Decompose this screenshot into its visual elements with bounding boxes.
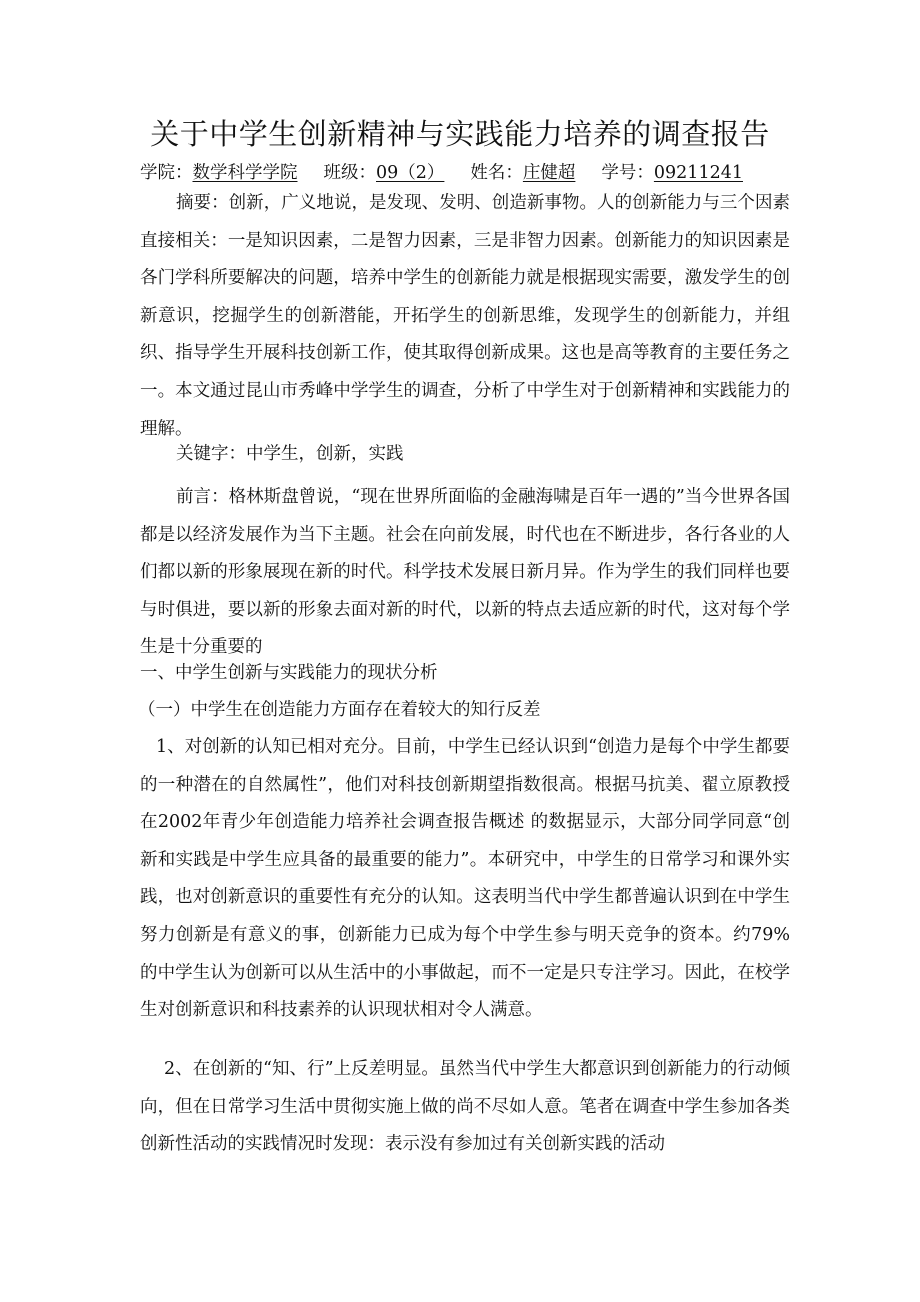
id-label: 学号：: [601, 163, 654, 183]
body-paragraph-2: 2、在创新的“知、行”上反差明显。虽然当代中学生大都意识到创新能力的行动倾向，但在日常学习生活中贯彻实施上做的尚不尽如人意。笔者在调查中学生参加各类创新性活动的实践情况时发现：表示没有参加过有关创新实践的活动: [140, 1059, 790, 1155]
author-info-line: [140, 158, 800, 188]
body-paragraph-1: 1、对创新的认知已相对充分。目前，中学生已经认识到“创造力是每个中学生都要的一种潜在的自然属性”，他们对科技创新期望指数很高。根据马抗美、翟立原教授在2002年青少年创造能力培养社会调查报告概述 的数据显示，大部分同学同意“创新和实践是中学生应具备的最重要的能力”。本研究中，中学生的日常学习和课外实践，也对创新意识的重要性有充分的认知。这表明当代中学生都普遍认识到在中学生努力创新是有意义的事，创新能力已成为每个中学生参与明天竞争的资本。约79%的中学生认为创新可以从生活中的小事做起，而不一定是只专注学习。因此，在校学生对创新意识和科技素养的认识现状相对令人满意。: [140, 737, 790, 1021]
id-value: 09211241: [653, 163, 743, 183]
keywords-line: 关键字：中学生，创新，实践: [176, 444, 404, 464]
college-value: 数学科学学院: [192, 163, 298, 183]
abstract-paragraph: 摘要：创新，广义地说，是发现、发明、创造新事物。人的创新能力与三个因素直接相关：一是知识因素，二是智力因素，三是非智力因素。创新能力的知识因素是各门学科所要解决的问题，培养中学生的创新能力就是根据现实需要，激发学生的创新意识，挖掘学生的创新潜能，开拓学生的创新思维，发现学生的创新能力，并组织、指导学生开展科技创新工作，使其取得创新成果。这也是高等教育的主要任务之一。本文通过昆山市秀峰中学学生的调查，分析了中学生对于创新精神和实践能力的理解。: [140, 193, 790, 439]
document-title: 关于中学生创新精神与实践能力培养的调查报告: [150, 117, 770, 151]
name-value: 庄健超: [522, 163, 576, 183]
college-label: 学院：: [140, 163, 193, 183]
class-value: 09（2）: [376, 163, 445, 183]
class-label: 班级：: [323, 163, 376, 183]
subsection-heading-1: （一）中学生在创造能力方面存在着较大的知行反差: [138, 700, 541, 720]
section-heading-1: 一、中学生创新与实践能力的现状分析: [140, 663, 438, 683]
preface-paragraph: 前言：格林斯盘曾说，“现在世界所面临的金融海啸是百年一遇的”当今世界各国都是以经济发展作为当下主题。社会在向前发展，时代也在不断进步，各行各业的人们都以新的形象展现在新的时代。科学技术发展日新月异。作为学生的我们同样也要与时俱进，要以新的形象去面对新的时代，以新的特点去适应新的时代，这对每个学生是十分重要的: [140, 487, 790, 658]
name-label: 姓名：: [470, 163, 523, 183]
